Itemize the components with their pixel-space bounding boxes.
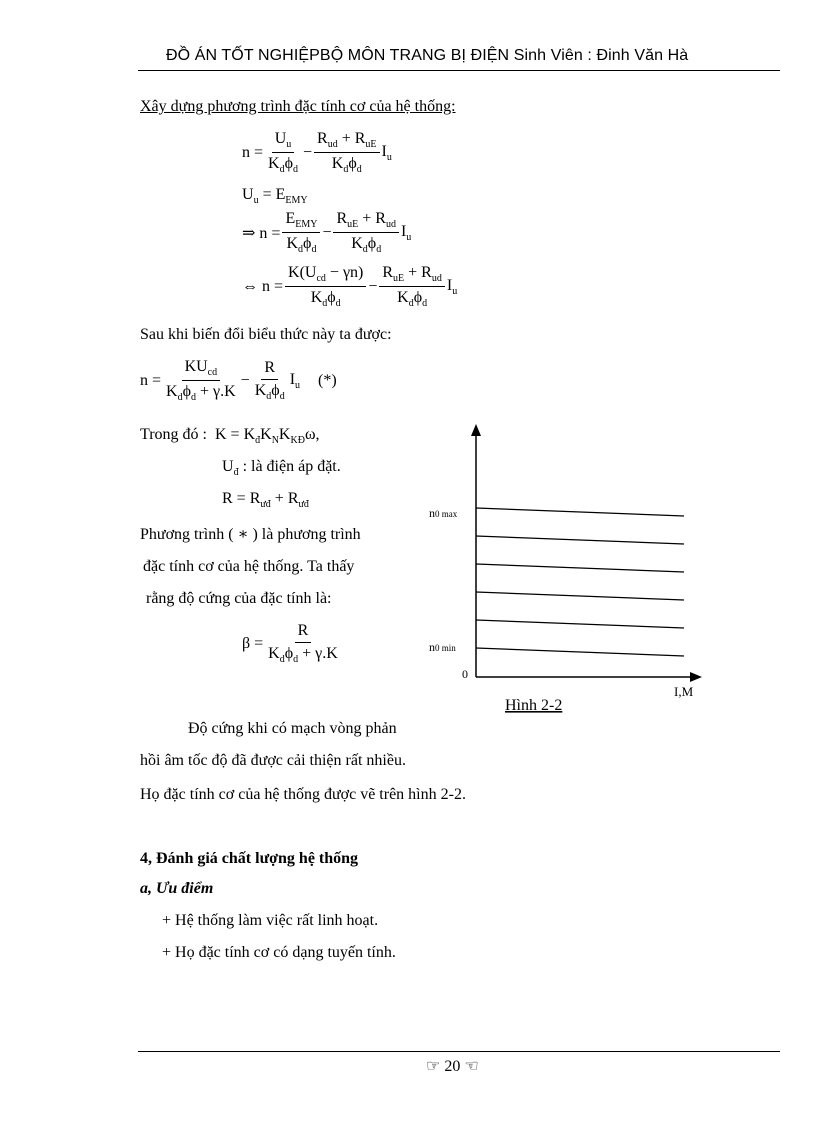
eq1-frac1: $\frac{U_u}{K_d\phi_d}$ — [268, 130, 299, 176]
x-axis-label: I,M — [674, 684, 694, 699]
equation-1: n = $\frac{U_u}{K_d\phi_d}$ − $\frac{R_{ud} + R_{uE}}{K_d\phi_d}$ $I_u$ — [242, 130, 392, 176]
section4-sub-a: a, Ưu điểm — [140, 880, 214, 897]
characteristic-curves — [476, 508, 684, 656]
beta-equation — [242, 622, 343, 665]
section-heading: Xây dựng phương trình đặc tính cơ của hệ thống: — [140, 98, 456, 115]
characteristic-line-5 — [476, 620, 684, 628]
main-equation: n = $\frac{KU_{cd}}{K_d\phi_d + \gamma.K}$ − $\frac{R}{K_d\phi_d}$ $I_u$ (*) — [140, 358, 337, 404]
eq3-frac1: $\frac{E_{EMY}}{K_d\phi_d}$ — [282, 210, 320, 255]
characteristic-line-4 — [476, 592, 684, 600]
section4-title: 4, Đánh giá chất lượng hệ thống — [140, 850, 359, 867]
eq4-lhs: ⇔ n = — [242, 277, 284, 295]
characteristic-line-3 — [476, 564, 684, 572]
para2-line2: hồi âm tốc độ đã được cải thiện rất nhiều. — [140, 752, 406, 769]
eq1-lhs: n = — [242, 143, 264, 161]
ud-definition: $U_đ$ : là điện áp đặt. — [222, 458, 341, 479]
para1-line2: đặc tính cơ của hệ thống. Ta thấy — [143, 558, 355, 575]
transform-text: Sau khi biến đổi biểu thức này ta được: — [140, 326, 392, 343]
main-eq-lhs: n = — [140, 371, 162, 389]
bullet-2: + Họ đặc tính cơ có dạng tuyến tính. — [162, 944, 396, 961]
x-axis-arrow-icon — [690, 672, 702, 682]
para2-line1: Độ cứng khi có mạch vòng phản — [188, 720, 397, 737]
header-rule — [138, 70, 780, 71]
beta-eq-lhs: β = — [242, 634, 264, 652]
eq3-lhs: ⇒ n = — [242, 224, 281, 242]
bullet-1: + Hệ thống làm việc rất linh hoạt. — [162, 912, 379, 929]
characteristic-line-1 — [476, 508, 684, 516]
r-definition: $R = R_{ưđ} + R_{ưđ}$ — [222, 490, 309, 511]
main-eq-frac2: $\frac{R}{K_d\phi_d}$ — [254, 359, 285, 403]
eq1-frac2: $\frac{R_{ud} + R_{uE}}{K_d\phi_d}$ — [314, 130, 379, 175]
figure-caption: Hình 2-2 — [505, 697, 563, 714]
characteristic-line-2 — [476, 536, 684, 544]
page-header-title: ĐỒ ÁN TỐT NGHIỆPBỘ MÔN TRANG BỊ ĐIỆN Sinh Viên : Đinh Văn Hà — [166, 47, 689, 64]
para1-line3: rằng độ cứng của đặc tính là: — [146, 590, 332, 607]
figure-2-2 — [420, 420, 710, 720]
eq4-frac2: $\frac{R_{uE} + R_{ud}}{K_d\phi_d}$ — [379, 264, 444, 309]
eq4-frac1: $\frac{K(U_{cd} - \gamma n)}{K_d\phi_d}$ — [285, 264, 366, 309]
equation-4: ⇔ n = $\frac{K(U_{cd} - \gamma n)}{K_d\phi_d}$ − $\frac{R_{uE} + R_{ud}}{K_d\phi_d}$ $I_u$ — [242, 264, 458, 310]
y-axis-arrow-icon — [471, 424, 481, 436]
main-eq-frac1: $\frac{KU_{cd}}{K_d\phi_d + \gamma.K}$ — [166, 358, 236, 404]
label-n0-max: n0 max — [429, 506, 458, 520]
main-eq-tag: (*) — [318, 371, 337, 389]
label-n0-min: n0 min — [429, 640, 456, 654]
origin-label: 0 — [462, 667, 468, 681]
eq1-minus: − — [303, 143, 313, 161]
eq3-frac2: $\frac{R_{uE} + R_{ud}}{K_d\phi_d}$ — [333, 210, 398, 255]
equation-2: $U_u = E_{EMY}$ — [242, 186, 308, 207]
equation-3: ⇒ n = $\frac{E_{EMY}}{K_d\phi_d}$ − $\frac{R_{uE} + R_{ud}}{K_d\phi_d}$ $I_u$ — [242, 210, 412, 256]
para1-line1: Phương trình ( ∗ ) là phương trình — [140, 526, 361, 543]
page-number: ☞ 20 ☜ — [426, 1058, 479, 1075]
where-intro: Trong đó : $K = K_đK_NK_{KĐ}\omega$, — [140, 426, 320, 447]
para2-line3: Họ đặc tính cơ của hệ thống được vẽ trên hình 2-2. — [140, 786, 466, 803]
characteristic-line-6 — [476, 648, 684, 656]
beta-eq-frac: $\frac{R}{K_d\phi_d + \gamma.K}$ — [268, 622, 338, 666]
footer-rule — [138, 1051, 780, 1052]
